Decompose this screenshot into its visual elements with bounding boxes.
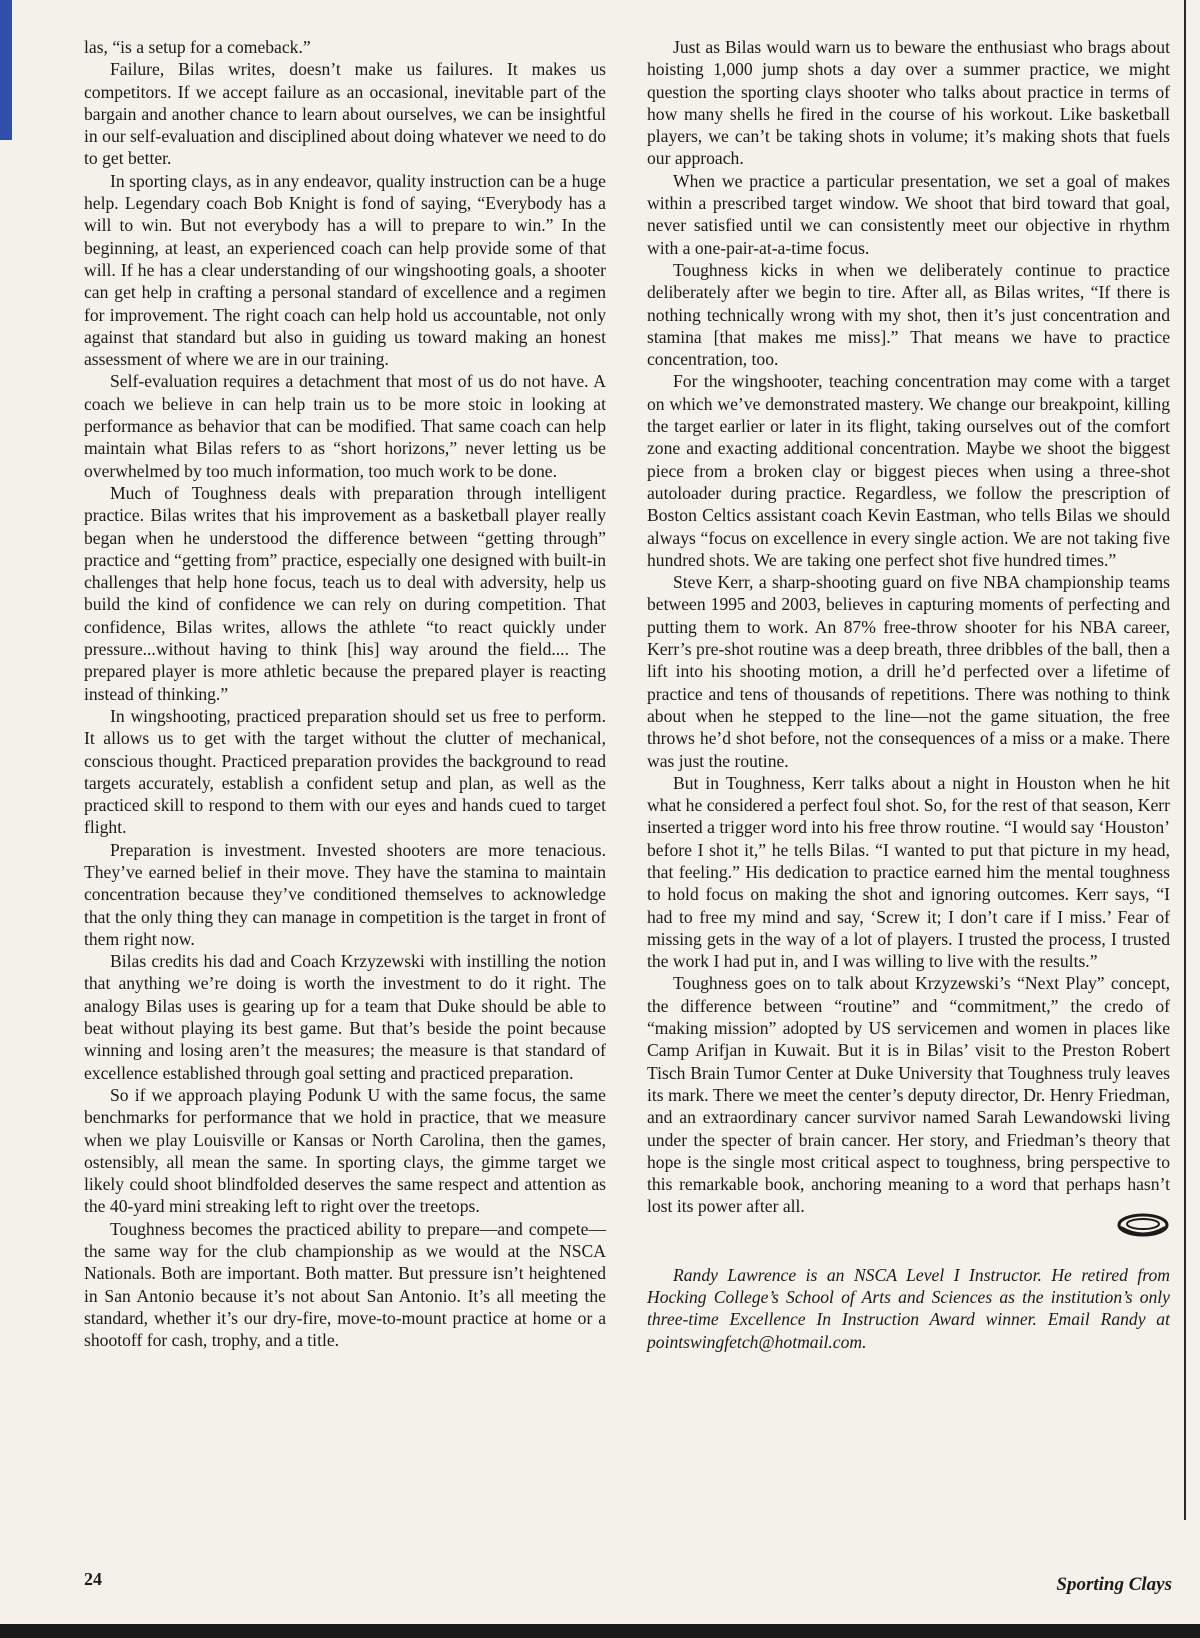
article-column-left (84, 36, 606, 1352)
paragraph: Just as Bilas would warn us to beware the enthusiast who brags about hoisting 1,000 jump shots a day over a summer practice, we might question the sporting clays shooter who talks about practice in terms of how many shells he fired in the course of his workout. Like basketball players, we can’t be taking shots in volume; it’s making shots that fuels our approach. (647, 37, 1170, 169)
author-bio: Randy Lawrence is an NSCA Level I Instructor. He retired from Hocking College’s School of Arts and Sciences as the institution’s only three-time Excellence In Instruction Award winner. Email Randy at pointswingfetch@hotmail.com. (647, 1264, 1170, 1352)
clay-target-end-mark-icon (1116, 1212, 1170, 1243)
page-edge-line (1184, 0, 1186, 1520)
paragraph: When we practice a particular presentation, we set a goal of makes within a prescribed target window. We shoot that bird toward that goal, never satisfied until we can consistently meet our objective in rhythm with a one-pair-at-a-time focus. (647, 170, 1170, 258)
paragraph: So if we approach playing Podunk U with the same focus, the same benchmarks for performance that we hold in practice, that we measure when we play Louisville or Kansas or North Carolina, then the games, ostensibly, all mean the same. In sporting clays, the gimme target we likely could shoot blindfolded deserves the same respect and attention as the 40-yard mini streaking left to right over the treetops. (84, 1084, 606, 1217)
paragraph: Toughness kicks in when we deliberately continue to practice deliberately after we begin to tire. After all, as Bilas writes, “If there is nothing technically wrong with my shot, then it’s just concentration and stamina [that makes me miss].” That means we have to practice concentration, too. (647, 259, 1170, 370)
end-mark-row (647, 1218, 1170, 1240)
paragraph: But in Toughness, Kerr talks about a night in Houston when he hit what he considered a perfect foul shot. So, for the rest of that season, Kerr inserted a trigger word into his free throw routine. “I would say ‘Houston’ before I shot it,” he tells Bilas. “I wanted to put that picture in my head, that feeling.” His dedication to practice earned him the mental toughness to hold focus on making the shot and ignoring outcomes. Kerr says, “I had to free my mind and say, ‘Screw it; I don’t care if I miss.’ Fear of missing gets in the way of a lot of players. I trusted the process, I trusted the work I had put in, and I was willing to live with the results.” (647, 772, 1170, 972)
paragraph: Self-evaluation requires a detachment that most of us do not have. A coach we believe in can help train us to be more stoic in looking at performance as behavior that can be modified. That same coach can help maintain what Bilas refers to as “short horizons,” never letting us be overwhelmed by too much information, too much work to be done. (84, 371, 606, 481)
paragraph: las, “is a setup for a comeback.” (84, 37, 311, 57)
paragraph: Bilas credits his dad and Coach Krzyzewski with instilling the notion that anything we’re doing is worth the investment to do it right. The analogy Bilas uses is gearing up for a team that Duke should be able to beat without playing its best game. But that’s beside the point because winning and losing aren’t the measures; the measure is that standard of excellence established through goal setting and practiced preparation. (84, 951, 606, 1083)
paragraph: In wingshooting, practiced preparation should set us free to perform. It allows us to get with the target without the clutter of mechanical, conscious thought. Practiced preparation provides the background to read targets accurately, establish a confident setup and plan, as well as the practiced skill to respond to them with our eyes and hands cued to target flight. (84, 705, 606, 838)
paragraph: For the wingshooter, teaching concentration may come with a target on which we’ve demonstrated mastery. We change our breakpoint, killing the target earlier or later in its flight, taking ourselves out of the comfort zone and exacting additional concentration. Maybe we shoot the biggest piece from a broken clay or biggest pieces when using a three-shot autoloader during practice. Regardless, we follow the prescription of Boston Celtics assistant coach Kevin Eastman, who tells Bilas we should always “focus on excellence in every single action. We are not taking five hundred shots. We are taking one perfect shot five hundred times.” (647, 371, 1170, 570)
paragraph: Much of Toughness deals with preparation through intelligent practice. Bilas writes that his improvement as a basketball player really began when he understood the difference between “getting through” practice and “getting from” practice, especially one designed with built-in challenges that help hone focus, teach us to deal with adversity, help us build the kind of confidence we can rely on during competition. That confidence, Bilas writes, allows the athlete “to react quickly under pressure...without having to think [his] way around the field.... The prepared player is more athletic because the prepared player is reacting instead of thinking.” (84, 482, 606, 704)
paragraph: Steve Kerr, a sharp-shooting guard on five NBA championship teams between 1995 and 2003, believes in capturing moments of perfecting and putting them to work. An 87% free-throw shooter for his NBA career, Kerr’s pre-shot routine was a deep breath, three dribbles of the ball, then a lift into his shooting motion, a drill he’d perfected over a lifetime of practice and tens of thousands of repetitions. There was nothing to think about when he stepped to the line—not the game situation, the free throws he’d shot before, not the consequences of a miss or a make. There was just the routine. (647, 572, 1170, 771)
paragraph: Toughness goes on to talk about Krzyzewski’s “Next Play” concept, the difference between “routine” and “commitment,” the credo of “making mission” adopted by US servicemen and women in places like Camp Arifjan in Kuwait. But it is in Bilas’ visit to the Preston Robert Tisch Brain Tumor Center at Duke University that Toughness truly leaves its mark. There we meet the center’s deputy director, Dr. Henry Friedman, and an extraordinary cancer survivor named Sarah Lewandowski living under the specter of brain cancer. Her story, and Friedman’s theory that hope is the single most critical aspect to toughness, bring perspective to this remarkable book, anchoring meaning to a word that perhaps hasn’t lost its power after all. (647, 973, 1170, 1217)
article-column-right (647, 36, 1170, 1353)
bottom-band (0, 1624, 1200, 1638)
blue-edge-bar (0, 0, 12, 140)
paragraph: Preparation is investment. Invested shooters are more tenacious. They’ve earned belief in their move. They have the stamina to maintain concentration because they’ve conditioned themselves to acknowledge that the only thing they can manage in competition is the target in front of them right now. (84, 839, 606, 949)
paragraph: In sporting clays, as in any endeavor, quality instruction can be a huge help. Legendary coach Bob Knight is fond of saying, “Everybody has a will to win. But not everybody has a will to prepare to win.” In the beginning, at least, an experienced coach can help provide some of that will. If he has a clear understanding of our wingshooting goals, a shooter can get help in crafting a personal standard of excellence and a regimen for improvement. The right coach can help hold us accountable, not only against that standard but also in guiding us toward making an honest assessment of where we are in our training. (84, 170, 606, 370)
page-number: 24 (84, 1569, 102, 1589)
magazine-name: Sporting Clays (1056, 1574, 1172, 1595)
paragraph: Failure, Bilas writes, doesn’t make us failures. It makes us competitors. If we accept failure as an occasional, inevitable part of the bargain and another chance to learn about ourselves, we can be insightful in our self-evaluation and disciplined about doing whatever we need to do to get better. (84, 59, 606, 169)
paragraph: Toughness becomes the practiced ability to prepare—and compete—the same way for the club championship as we would at the NSCA Nationals. Both are important. Both matter. But pressure isn’t heightened in San Antonio because it’s not about San Antonio. It’s all meeting the standard, whether it’s our dry-fire, move-to-mount practice at home or a shootoff for cash, trophy, and a title. (84, 1218, 606, 1351)
